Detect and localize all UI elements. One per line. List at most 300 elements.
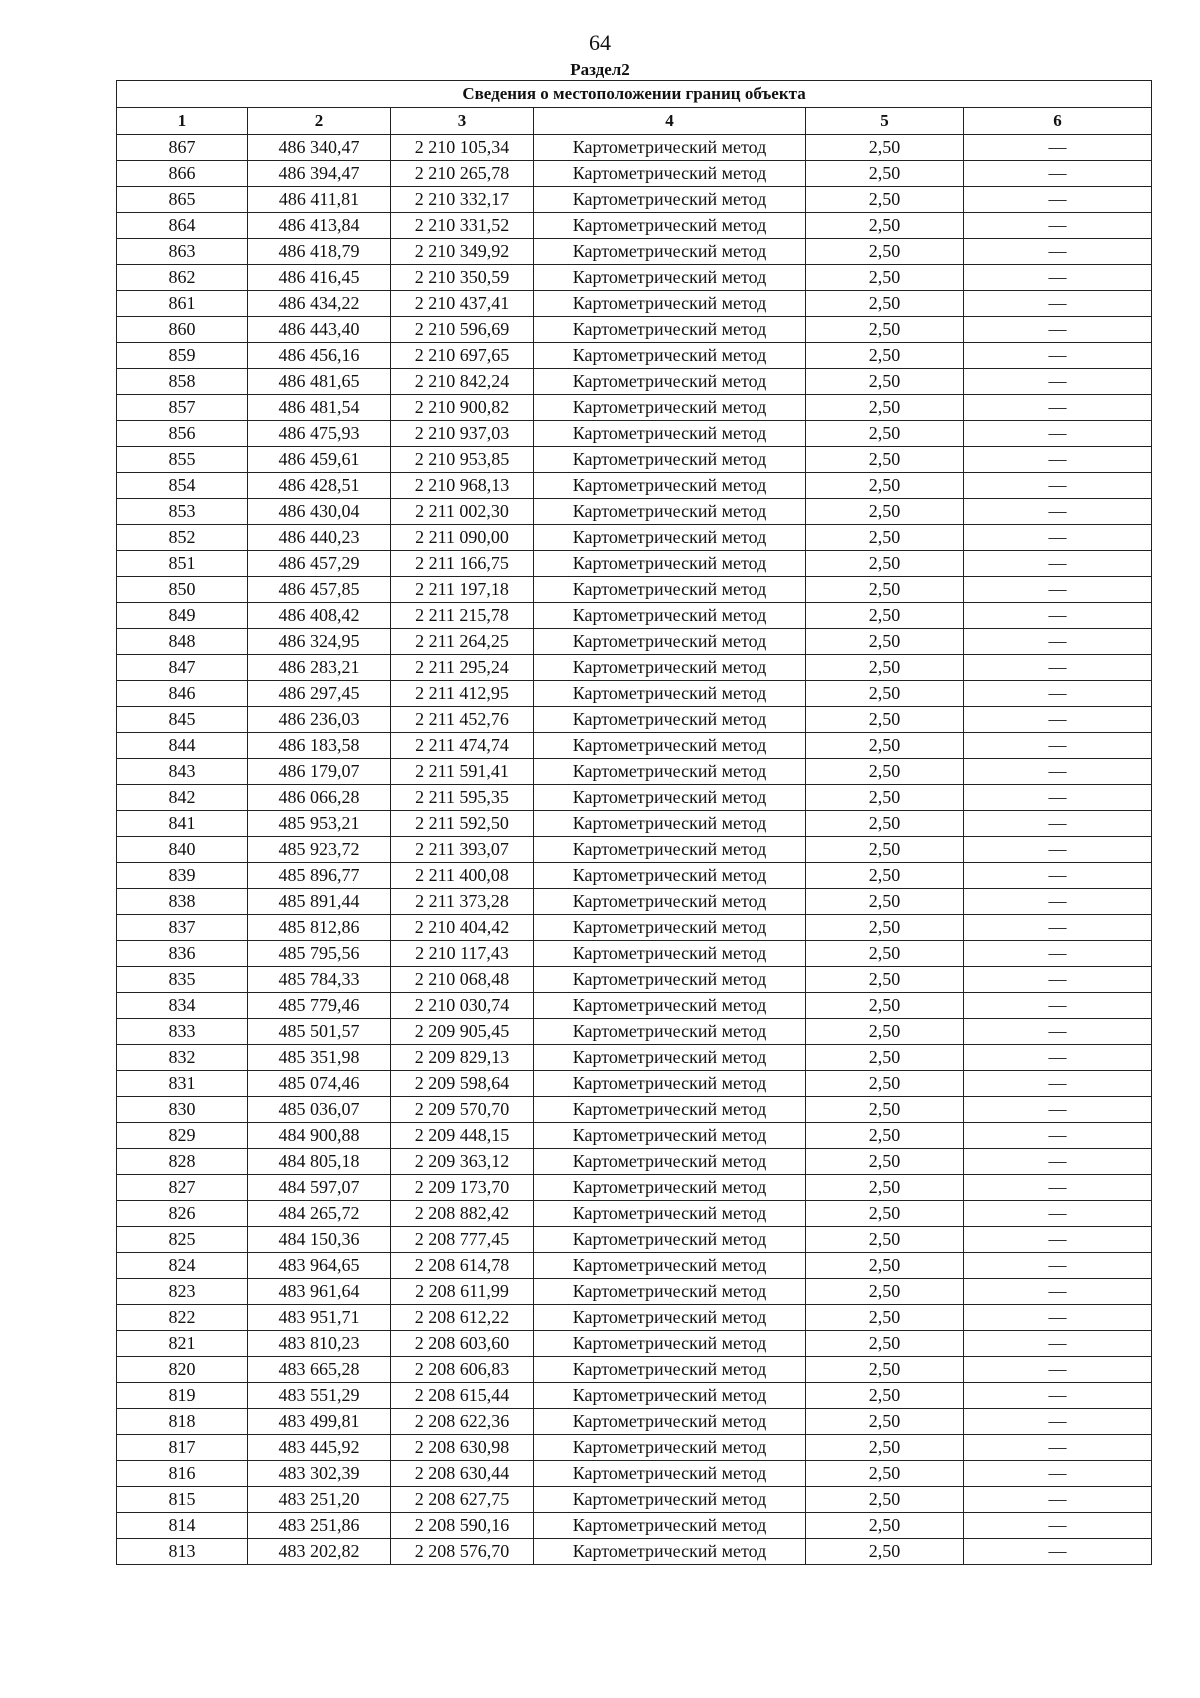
accuracy-cell: 2,50 bbox=[806, 551, 964, 577]
x-coordinate-cell: 483 251,86 bbox=[248, 1513, 391, 1539]
y-coordinate-cell: 2 210 349,92 bbox=[391, 239, 534, 265]
method-cell: Картометрический метод bbox=[534, 629, 806, 655]
point-number-cell: 849 bbox=[117, 603, 248, 629]
y-coordinate-cell: 2 208 576,70 bbox=[391, 1539, 534, 1565]
description-cell: — bbox=[964, 655, 1152, 681]
point-number-cell: 844 bbox=[117, 733, 248, 759]
y-coordinate-cell: 2 208 882,42 bbox=[391, 1201, 534, 1227]
x-coordinate-cell: 485 812,86 bbox=[248, 915, 391, 941]
method-cell: Картометрический метод bbox=[534, 1253, 806, 1279]
description-cell: — bbox=[964, 1227, 1152, 1253]
y-coordinate-cell: 2 210 331,52 bbox=[391, 213, 534, 239]
description-cell: — bbox=[964, 161, 1152, 187]
point-number-cell: 843 bbox=[117, 759, 248, 785]
accuracy-cell: 2,50 bbox=[806, 1045, 964, 1071]
accuracy-cell: 2,50 bbox=[806, 759, 964, 785]
description-cell: — bbox=[964, 681, 1152, 707]
x-coordinate-cell: 486 236,03 bbox=[248, 707, 391, 733]
table-row bbox=[117, 1227, 1152, 1253]
x-coordinate-cell: 483 445,92 bbox=[248, 1435, 391, 1461]
description-cell: — bbox=[964, 577, 1152, 603]
y-coordinate-cell: 2 210 900,82 bbox=[391, 395, 534, 421]
description-cell: — bbox=[964, 1409, 1152, 1435]
x-coordinate-cell: 486 481,65 bbox=[248, 369, 391, 395]
accuracy-cell: 2,50 bbox=[806, 1201, 964, 1227]
table-row bbox=[117, 1513, 1152, 1539]
y-coordinate-cell: 2 210 697,65 bbox=[391, 343, 534, 369]
method-cell: Картометрический метод bbox=[534, 187, 806, 213]
point-number-cell: 842 bbox=[117, 785, 248, 811]
x-coordinate-cell: 486 459,61 bbox=[248, 447, 391, 473]
y-coordinate-cell: 2 211 166,75 bbox=[391, 551, 534, 577]
y-coordinate-cell: 2 210 265,78 bbox=[391, 161, 534, 187]
y-coordinate-cell: 2 211 595,35 bbox=[391, 785, 534, 811]
table-row bbox=[117, 941, 1152, 967]
x-coordinate-cell: 485 953,21 bbox=[248, 811, 391, 837]
x-coordinate-cell: 485 351,98 bbox=[248, 1045, 391, 1071]
point-number-cell: 862 bbox=[117, 265, 248, 291]
table-row bbox=[117, 707, 1152, 733]
table-row bbox=[117, 1487, 1152, 1513]
point-number-cell: 815 bbox=[117, 1487, 248, 1513]
description-cell: — bbox=[964, 1383, 1152, 1409]
y-coordinate-cell: 2 210 030,74 bbox=[391, 993, 534, 1019]
accuracy-cell: 2,50 bbox=[806, 837, 964, 863]
caption-row bbox=[117, 81, 1152, 108]
point-number-cell: 830 bbox=[117, 1097, 248, 1123]
method-cell: Картометрический метод bbox=[534, 1383, 806, 1409]
method-cell: Картометрический метод bbox=[534, 1409, 806, 1435]
method-cell: Картометрический метод bbox=[534, 707, 806, 733]
point-number-cell: 863 bbox=[117, 239, 248, 265]
y-coordinate-cell: 2 210 596,69 bbox=[391, 317, 534, 343]
x-coordinate-cell: 486 416,45 bbox=[248, 265, 391, 291]
point-number-cell: 852 bbox=[117, 525, 248, 551]
point-number-cell: 821 bbox=[117, 1331, 248, 1357]
accuracy-cell: 2,50 bbox=[806, 1175, 964, 1201]
y-coordinate-cell: 2 211 090,00 bbox=[391, 525, 534, 551]
method-cell: Картометрический метод bbox=[534, 1539, 806, 1565]
point-number-cell: 832 bbox=[117, 1045, 248, 1071]
x-coordinate-cell: 486 430,04 bbox=[248, 499, 391, 525]
table-row bbox=[117, 447, 1152, 473]
x-coordinate-cell: 484 805,18 bbox=[248, 1149, 391, 1175]
table-caption: Сведения о местоположении границ объекта bbox=[117, 81, 1152, 108]
table-row bbox=[117, 135, 1152, 161]
accuracy-cell: 2,50 bbox=[806, 941, 964, 967]
method-cell: Картометрический метод bbox=[534, 941, 806, 967]
description-cell: — bbox=[964, 551, 1152, 577]
method-cell: Картометрический метод bbox=[534, 473, 806, 499]
table-row bbox=[117, 1201, 1152, 1227]
table-row bbox=[117, 1071, 1152, 1097]
accuracy-cell: 2,50 bbox=[806, 291, 964, 317]
table-row bbox=[117, 1331, 1152, 1357]
x-coordinate-cell: 483 961,64 bbox=[248, 1279, 391, 1305]
table-row bbox=[117, 759, 1152, 785]
description-cell: — bbox=[964, 1513, 1152, 1539]
table-row bbox=[117, 161, 1152, 187]
x-coordinate-cell: 486 324,95 bbox=[248, 629, 391, 655]
point-number-cell: 864 bbox=[117, 213, 248, 239]
x-coordinate-cell: 486 456,16 bbox=[248, 343, 391, 369]
table-row bbox=[117, 213, 1152, 239]
method-cell: Картометрический метод bbox=[534, 395, 806, 421]
table-row bbox=[117, 733, 1152, 759]
description-cell: — bbox=[964, 1435, 1152, 1461]
x-coordinate-cell: 486 283,21 bbox=[248, 655, 391, 681]
y-coordinate-cell: 2 211 264,25 bbox=[391, 629, 534, 655]
table-row bbox=[117, 473, 1152, 499]
y-coordinate-cell: 2 211 197,18 bbox=[391, 577, 534, 603]
description-cell: — bbox=[964, 1175, 1152, 1201]
description-cell: — bbox=[964, 447, 1152, 473]
description-cell: — bbox=[964, 785, 1152, 811]
method-cell: Картометрический метод bbox=[534, 369, 806, 395]
column-header: 6 bbox=[964, 108, 1152, 135]
description-cell: — bbox=[964, 265, 1152, 291]
x-coordinate-cell: 483 951,71 bbox=[248, 1305, 391, 1331]
y-coordinate-cell: 2 210 332,17 bbox=[391, 187, 534, 213]
accuracy-cell: 2,50 bbox=[806, 1149, 964, 1175]
table-row bbox=[117, 785, 1152, 811]
point-number-cell: 841 bbox=[117, 811, 248, 837]
accuracy-cell: 2,50 bbox=[806, 1383, 964, 1409]
accuracy-cell: 2,50 bbox=[806, 1305, 964, 1331]
description-cell: — bbox=[964, 1149, 1152, 1175]
table-row bbox=[117, 1097, 1152, 1123]
column-header: 2 bbox=[248, 108, 391, 135]
description-cell: — bbox=[964, 395, 1152, 421]
x-coordinate-cell: 485 784,33 bbox=[248, 967, 391, 993]
x-coordinate-cell: 485 891,44 bbox=[248, 889, 391, 915]
point-number-cell: 819 bbox=[117, 1383, 248, 1409]
accuracy-cell: 2,50 bbox=[806, 967, 964, 993]
table-row bbox=[117, 1409, 1152, 1435]
y-coordinate-cell: 2 210 350,59 bbox=[391, 265, 534, 291]
y-coordinate-cell: 2 208 777,45 bbox=[391, 1227, 534, 1253]
table-row bbox=[117, 863, 1152, 889]
point-number-cell: 838 bbox=[117, 889, 248, 915]
x-coordinate-cell: 484 150,36 bbox=[248, 1227, 391, 1253]
y-coordinate-cell: 2 211 591,41 bbox=[391, 759, 534, 785]
x-coordinate-cell: 486 418,79 bbox=[248, 239, 391, 265]
point-number-cell: 835 bbox=[117, 967, 248, 993]
table-row bbox=[117, 265, 1152, 291]
table-row bbox=[117, 889, 1152, 915]
method-cell: Картометрический метод bbox=[534, 525, 806, 551]
x-coordinate-cell: 486 179,07 bbox=[248, 759, 391, 785]
point-number-cell: 820 bbox=[117, 1357, 248, 1383]
x-coordinate-cell: 483 665,28 bbox=[248, 1357, 391, 1383]
point-number-cell: 840 bbox=[117, 837, 248, 863]
table-row bbox=[117, 603, 1152, 629]
description-cell: — bbox=[964, 915, 1152, 941]
description-cell: — bbox=[964, 1097, 1152, 1123]
accuracy-cell: 2,50 bbox=[806, 1487, 964, 1513]
y-coordinate-cell: 2 211 452,76 bbox=[391, 707, 534, 733]
table-row bbox=[117, 1019, 1152, 1045]
y-coordinate-cell: 2 208 603,60 bbox=[391, 1331, 534, 1357]
y-coordinate-cell: 2 208 630,44 bbox=[391, 1461, 534, 1487]
x-coordinate-cell: 486 434,22 bbox=[248, 291, 391, 317]
y-coordinate-cell: 2 209 598,64 bbox=[391, 1071, 534, 1097]
point-number-cell: 816 bbox=[117, 1461, 248, 1487]
y-coordinate-cell: 2 208 622,36 bbox=[391, 1409, 534, 1435]
y-coordinate-cell: 2 211 002,30 bbox=[391, 499, 534, 525]
point-number-cell: 813 bbox=[117, 1539, 248, 1565]
point-number-cell: 839 bbox=[117, 863, 248, 889]
y-coordinate-cell: 2 208 606,83 bbox=[391, 1357, 534, 1383]
table-row bbox=[117, 1461, 1152, 1487]
method-cell: Картометрический метод bbox=[534, 161, 806, 187]
point-number-cell: 818 bbox=[117, 1409, 248, 1435]
table-row bbox=[117, 421, 1152, 447]
column-header: 3 bbox=[391, 108, 534, 135]
point-number-cell: 854 bbox=[117, 473, 248, 499]
description-cell: — bbox=[964, 369, 1152, 395]
point-number-cell: 861 bbox=[117, 291, 248, 317]
table-row bbox=[117, 1045, 1152, 1071]
method-cell: Картометрический метод bbox=[534, 1045, 806, 1071]
description-cell: — bbox=[964, 1305, 1152, 1331]
method-cell: Картометрический метод bbox=[534, 967, 806, 993]
table-body bbox=[117, 135, 1152, 1565]
column-number-row bbox=[117, 108, 1152, 135]
y-coordinate-cell: 2 210 968,13 bbox=[391, 473, 534, 499]
accuracy-cell: 2,50 bbox=[806, 473, 964, 499]
description-cell: — bbox=[964, 291, 1152, 317]
method-cell: Картометрический метод bbox=[534, 1097, 806, 1123]
x-coordinate-cell: 485 036,07 bbox=[248, 1097, 391, 1123]
accuracy-cell: 2,50 bbox=[806, 1513, 964, 1539]
table-row bbox=[117, 811, 1152, 837]
method-cell: Картометрический метод bbox=[534, 1071, 806, 1097]
description-cell: — bbox=[964, 499, 1152, 525]
accuracy-cell: 2,50 bbox=[806, 993, 964, 1019]
method-cell: Картометрический метод bbox=[534, 239, 806, 265]
y-coordinate-cell: 2 210 117,43 bbox=[391, 941, 534, 967]
method-cell: Картометрический метод bbox=[534, 213, 806, 239]
x-coordinate-cell: 483 202,82 bbox=[248, 1539, 391, 1565]
y-coordinate-cell: 2 208 612,22 bbox=[391, 1305, 534, 1331]
point-number-cell: 859 bbox=[117, 343, 248, 369]
point-number-cell: 848 bbox=[117, 629, 248, 655]
description-cell: — bbox=[964, 941, 1152, 967]
column-header: 4 bbox=[534, 108, 806, 135]
accuracy-cell: 2,50 bbox=[806, 1409, 964, 1435]
table-row bbox=[117, 1175, 1152, 1201]
column-header: 1 bbox=[117, 108, 248, 135]
x-coordinate-cell: 483 302,39 bbox=[248, 1461, 391, 1487]
point-number-cell: 836 bbox=[117, 941, 248, 967]
point-number-cell: 833 bbox=[117, 1019, 248, 1045]
point-number-cell: 827 bbox=[117, 1175, 248, 1201]
description-cell: — bbox=[964, 1331, 1152, 1357]
point-number-cell: 826 bbox=[117, 1201, 248, 1227]
x-coordinate-cell: 486 481,54 bbox=[248, 395, 391, 421]
method-cell: Картометрический метод bbox=[534, 889, 806, 915]
description-cell: — bbox=[964, 1539, 1152, 1565]
x-coordinate-cell: 484 265,72 bbox=[248, 1201, 391, 1227]
y-coordinate-cell: 2 210 953,85 bbox=[391, 447, 534, 473]
table-row bbox=[117, 551, 1152, 577]
x-coordinate-cell: 483 964,65 bbox=[248, 1253, 391, 1279]
y-coordinate-cell: 2 208 630,98 bbox=[391, 1435, 534, 1461]
method-cell: Картометрический метод bbox=[534, 317, 806, 343]
accuracy-cell: 2,50 bbox=[806, 525, 964, 551]
accuracy-cell: 2,50 bbox=[806, 603, 964, 629]
method-cell: Картометрический метод bbox=[534, 1357, 806, 1383]
method-cell: Картометрический метод bbox=[534, 1123, 806, 1149]
table-row bbox=[117, 239, 1152, 265]
method-cell: Картометрический метод bbox=[534, 603, 806, 629]
accuracy-cell: 2,50 bbox=[806, 785, 964, 811]
x-coordinate-cell: 486 475,93 bbox=[248, 421, 391, 447]
method-cell: Картометрический метод bbox=[534, 577, 806, 603]
boundary-table-container bbox=[116, 80, 1151, 1565]
x-coordinate-cell: 483 551,29 bbox=[248, 1383, 391, 1409]
method-cell: Картометрический метод bbox=[534, 785, 806, 811]
method-cell: Картометрический метод bbox=[534, 759, 806, 785]
x-coordinate-cell: 486 428,51 bbox=[248, 473, 391, 499]
y-coordinate-cell: 2 208 627,75 bbox=[391, 1487, 534, 1513]
table-row bbox=[117, 499, 1152, 525]
method-cell: Картометрический метод bbox=[534, 291, 806, 317]
accuracy-cell: 2,50 bbox=[806, 239, 964, 265]
x-coordinate-cell: 486 457,85 bbox=[248, 577, 391, 603]
method-cell: Картометрический метод bbox=[534, 1487, 806, 1513]
table-row bbox=[117, 655, 1152, 681]
point-number-cell: 817 bbox=[117, 1435, 248, 1461]
description-cell: — bbox=[964, 967, 1152, 993]
description-cell: — bbox=[964, 473, 1152, 499]
method-cell: Картометрический метод bbox=[534, 837, 806, 863]
accuracy-cell: 2,50 bbox=[806, 655, 964, 681]
point-number-cell: 837 bbox=[117, 915, 248, 941]
method-cell: Картометрический метод bbox=[534, 1279, 806, 1305]
x-coordinate-cell: 486 183,58 bbox=[248, 733, 391, 759]
x-coordinate-cell: 484 597,07 bbox=[248, 1175, 391, 1201]
point-number-cell: 853 bbox=[117, 499, 248, 525]
point-number-cell: 846 bbox=[117, 681, 248, 707]
point-number-cell: 823 bbox=[117, 1279, 248, 1305]
accuracy-cell: 2,50 bbox=[806, 1331, 964, 1357]
description-cell: — bbox=[964, 421, 1152, 447]
point-number-cell: 858 bbox=[117, 369, 248, 395]
description-cell: — bbox=[964, 1201, 1152, 1227]
accuracy-cell: 2,50 bbox=[806, 499, 964, 525]
description-cell: — bbox=[964, 811, 1152, 837]
description-cell: — bbox=[964, 343, 1152, 369]
point-number-cell: 865 bbox=[117, 187, 248, 213]
description-cell: — bbox=[964, 863, 1152, 889]
accuracy-cell: 2,50 bbox=[806, 577, 964, 603]
y-coordinate-cell: 2 210 937,03 bbox=[391, 421, 534, 447]
x-coordinate-cell: 486 443,40 bbox=[248, 317, 391, 343]
boundary-coordinates-table bbox=[116, 80, 1152, 1565]
table-row bbox=[117, 1149, 1152, 1175]
point-number-cell: 831 bbox=[117, 1071, 248, 1097]
point-number-cell: 845 bbox=[117, 707, 248, 733]
x-coordinate-cell: 486 394,47 bbox=[248, 161, 391, 187]
table-row bbox=[117, 1123, 1152, 1149]
accuracy-cell: 2,50 bbox=[806, 1071, 964, 1097]
point-number-cell: 814 bbox=[117, 1513, 248, 1539]
accuracy-cell: 2,50 bbox=[806, 1097, 964, 1123]
accuracy-cell: 2,50 bbox=[806, 889, 964, 915]
x-coordinate-cell: 486 411,81 bbox=[248, 187, 391, 213]
point-number-cell: 847 bbox=[117, 655, 248, 681]
x-coordinate-cell: 486 457,29 bbox=[248, 551, 391, 577]
point-number-cell: 856 bbox=[117, 421, 248, 447]
description-cell: — bbox=[964, 1071, 1152, 1097]
method-cell: Картометрический метод bbox=[534, 811, 806, 837]
description-cell: — bbox=[964, 993, 1152, 1019]
method-cell: Картометрический метод bbox=[534, 343, 806, 369]
point-number-cell: 829 bbox=[117, 1123, 248, 1149]
table-row bbox=[117, 577, 1152, 603]
y-coordinate-cell: 2 210 068,48 bbox=[391, 967, 534, 993]
description-cell: — bbox=[964, 837, 1152, 863]
y-coordinate-cell: 2 209 905,45 bbox=[391, 1019, 534, 1045]
accuracy-cell: 2,50 bbox=[806, 1253, 964, 1279]
table-row bbox=[117, 629, 1152, 655]
x-coordinate-cell: 484 900,88 bbox=[248, 1123, 391, 1149]
y-coordinate-cell: 2 211 373,28 bbox=[391, 889, 534, 915]
page-number: 64 bbox=[589, 30, 611, 55]
method-cell: Картометрический метод bbox=[534, 733, 806, 759]
description-cell: — bbox=[964, 889, 1152, 915]
x-coordinate-cell: 483 499,81 bbox=[248, 1409, 391, 1435]
y-coordinate-cell: 2 209 829,13 bbox=[391, 1045, 534, 1071]
method-cell: Картометрический метод bbox=[534, 993, 806, 1019]
method-cell: Картометрический метод bbox=[534, 421, 806, 447]
point-number-cell: 850 bbox=[117, 577, 248, 603]
point-number-cell: 867 bbox=[117, 135, 248, 161]
accuracy-cell: 2,50 bbox=[806, 1461, 964, 1487]
x-coordinate-cell: 485 501,57 bbox=[248, 1019, 391, 1045]
y-coordinate-cell: 2 208 611,99 bbox=[391, 1279, 534, 1305]
y-coordinate-cell: 2 211 592,50 bbox=[391, 811, 534, 837]
accuracy-cell: 2,50 bbox=[806, 811, 964, 837]
accuracy-cell: 2,50 bbox=[806, 213, 964, 239]
column-header: 5 bbox=[806, 108, 964, 135]
description-cell: — bbox=[964, 707, 1152, 733]
method-cell: Картометрический метод bbox=[534, 863, 806, 889]
accuracy-cell: 2,50 bbox=[806, 629, 964, 655]
method-cell: Картометрический метод bbox=[534, 447, 806, 473]
y-coordinate-cell: 2 211 474,74 bbox=[391, 733, 534, 759]
y-coordinate-cell: 2 210 437,41 bbox=[391, 291, 534, 317]
accuracy-cell: 2,50 bbox=[806, 135, 964, 161]
y-coordinate-cell: 2 210 404,42 bbox=[391, 915, 534, 941]
y-coordinate-cell: 2 208 615,44 bbox=[391, 1383, 534, 1409]
table-row bbox=[117, 1435, 1152, 1461]
x-coordinate-cell: 483 251,20 bbox=[248, 1487, 391, 1513]
y-coordinate-cell: 2 208 614,78 bbox=[391, 1253, 534, 1279]
x-coordinate-cell: 485 795,56 bbox=[248, 941, 391, 967]
accuracy-cell: 2,50 bbox=[806, 317, 964, 343]
y-coordinate-cell: 2 209 448,15 bbox=[391, 1123, 534, 1149]
accuracy-cell: 2,50 bbox=[806, 161, 964, 187]
accuracy-cell: 2,50 bbox=[806, 1227, 964, 1253]
description-cell: — bbox=[964, 525, 1152, 551]
accuracy-cell: 2,50 bbox=[806, 1539, 964, 1565]
accuracy-cell: 2,50 bbox=[806, 187, 964, 213]
x-coordinate-cell: 486 440,23 bbox=[248, 525, 391, 551]
table-head bbox=[117, 81, 1152, 135]
